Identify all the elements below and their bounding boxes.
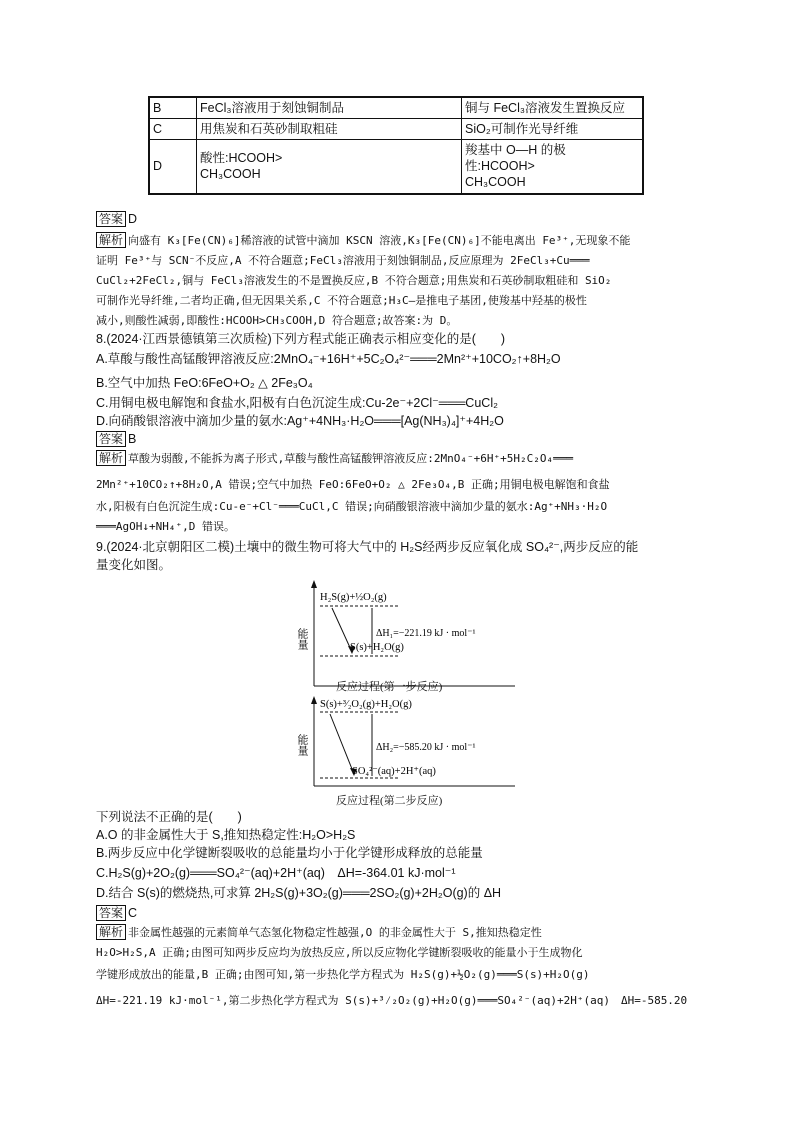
q9-option-c: C.H₂S(g)+2O₂(g)═══SO₄²⁻(aq)+2H⁺(aq) ΔH=-364.01 kJ·mol⁻¹ xyxy=(96,866,456,880)
product-label: S(s)+H₂O(g) xyxy=(350,642,404,653)
q8-analysis-line: 水,阳极有白色沉淀生成:Cu-e⁻+Cl⁻═══CuCl,C 错误;向硝酸银溶液中滴加少量的氨水:Ag⁺+NH₃·H₂O xyxy=(96,500,608,513)
reason-line: 性:HCOOH> xyxy=(465,159,535,174)
y-axis-arrow xyxy=(311,696,317,704)
q8-analysis-line: ═══AgOH↓+NH₄⁺,D 错误。 xyxy=(96,520,235,533)
q9-analysis-line: ΔH=-221.19 kJ·mol⁻¹,第二步热化学方程式为 S(s)+³⁄₂O₂(g)+H₂O(g)═══SO₄²⁻(aq)+2H⁺(aq) ΔH=-585.20 xyxy=(96,994,688,1007)
answer-tag: 答案 xyxy=(96,211,126,227)
comparison-table xyxy=(148,96,644,195)
y-axis-label: 能量 xyxy=(296,628,308,650)
answer-tag: 答案 xyxy=(96,905,126,921)
analysis-text: 非金属性越强的元素简单气态氢化物稳定性越强,O 的非金属性大于 S,推知热稳定性 xyxy=(128,926,542,939)
row-key: C xyxy=(149,119,197,140)
q7-analysis-line: CuCl₂+2FeCl₂,铜与 FeCl₃溶液发生的不是置换反应,B 不符合题意;用焦炭和石英砂制取粗硅和 SiO₂ xyxy=(96,274,612,287)
q9-option-d: D.结合 S(s)的燃烧热,可求算 2H₂S(g)+3O₂(g)═══2SO₂(g)+2H₂O(g)的 ΔH xyxy=(96,886,502,900)
table-row xyxy=(149,119,643,140)
reaction-arrow xyxy=(330,714,354,774)
row-reason xyxy=(462,140,644,194)
reactant-label: S(s)+³⁄₂O₂(g)+H₂O(g) xyxy=(320,699,412,710)
row-key: B xyxy=(149,97,197,119)
statement-line: CH₃COOH xyxy=(200,167,261,182)
q9-analysis-line: 学键形成放出的能量,B 正确;由图可知,第一步热化学方程式为 H₂S(g)+½O₂(g)═══S(s)+H₂O(g) xyxy=(96,968,590,981)
fig2-caption: 反应过程(第二步反应) xyxy=(336,795,443,807)
q9-option-a: A.O 的非金属性大于 S,推知热稳定性:H₂O>H₂S xyxy=(96,828,356,842)
q7-analysis-line xyxy=(96,232,630,250)
q9-option-b: B.两步反应中化学键断裂吸收的总能量均小于化学键形成释放的总能量 xyxy=(96,846,483,860)
analysis-tag: 解析 xyxy=(96,232,126,248)
q8-option-c: C.用铜电极电解饱和食盐水,阳极有白色沉淀生成:Cu-2e⁻+2Cl⁻═══CuCl₂ xyxy=(96,396,498,410)
q9-answer xyxy=(96,904,137,922)
q8-option-a: A.草酸与酸性高锰酸钾溶液反应:2MnO₄⁻+16H⁺+5C₂O₄²⁻═══2Mn²⁺+10CO₂↑+8H₂O xyxy=(96,352,561,366)
analysis-tag: 解析 xyxy=(96,450,126,466)
q7-answer xyxy=(96,210,137,228)
q7-analysis-line: 证明 Fe³⁺与 SCN⁻不反应,A 不符合题意;FeCl₃溶液用于刻蚀铜制品,反应原理为 2FeCl₃+Cu═══ xyxy=(96,254,590,267)
q9-stem-line: 9.(2024·北京朝阳区二模)土壤中的微生物可将大气中的 H₂S经两步反应氧化成 SO₄²⁻,两步反应的能 xyxy=(96,540,639,554)
row-reason: 铜与 FeCl₃溶液发生置换反应 xyxy=(462,97,644,119)
q7-analysis-line: 减小,则酸性减弱,即酸性:HCOOH>CH₃COOH,D 符合题意;故答案:为 D。 xyxy=(96,314,458,327)
reaction-arrow xyxy=(332,608,352,652)
y-axis-label: 能量 xyxy=(296,734,308,756)
q9-stem-line: 量变化如图。 xyxy=(96,558,172,572)
answer-value: C xyxy=(128,906,138,920)
reason-line: CH₃COOH xyxy=(465,175,526,190)
fig1-caption: 反应过程(第一步反应) xyxy=(336,681,443,693)
energy-diagram-step2 xyxy=(290,694,520,794)
row-reason: SiO₂可制作光导纤维 xyxy=(462,119,644,140)
row-key: D xyxy=(149,140,197,194)
q8-answer xyxy=(96,430,136,448)
q9-ask: 下列说法不正确的是( ) xyxy=(96,810,242,824)
product-label: SO₄²⁻(aq)+2H⁺(aq) xyxy=(352,766,436,777)
table-row xyxy=(149,140,643,194)
statement-line: 酸性:HCOOH> xyxy=(200,151,283,166)
q8-option-b: B.空气中加热 FeO:6FeO+O₂ △ 2Fe₃O₄ xyxy=(96,376,313,390)
q7-analysis-line: 可制作光导纤维,二者均正确,但无因果关系,C 不符合题意;H₃C—是推电子基团,使羧基中羟基的极性 xyxy=(96,294,587,307)
analysis-tag: 解析 xyxy=(96,924,126,940)
row-statement xyxy=(197,140,462,194)
reason-line: 羧基中 O—H 的极 xyxy=(465,143,566,158)
q8-analysis-line: 2Mn²⁺+10CO₂↑+8H₂O,A 错误;空气中加热 FeO:6FeO+O₂ △ 2Fe₃O₄,B 正确;用铜电极电解饱和食盐 xyxy=(96,478,610,491)
analysis-text: 草酸为弱酸,不能拆为离子形式,草酸与酸性高锰酸钾溶液反应:2MnO₄⁻+6H⁺+5H₂C₂O₄═══ xyxy=(128,452,573,465)
delta-h-label: ΔH₂=−585.20 kJ · mol⁻¹ xyxy=(376,742,476,753)
reactant-label: H₂S(g)+½O₂(g) xyxy=(320,592,387,603)
q9-analysis-line: H₂O>H₂S,A 正确;由图可知两步反应均为放热反应,所以反应物化学键断裂吸收的能量小于生成物化 xyxy=(96,946,583,959)
table-row xyxy=(149,97,643,119)
row-statement: 用焦炭和石英砂制取粗硅 xyxy=(197,119,462,140)
answer-value: B xyxy=(128,432,137,446)
delta-h-label: ΔH₁=−221.19 kJ · mol⁻¹ xyxy=(376,628,476,639)
row-statement: FeCl₃溶液用于刻蚀铜制品 xyxy=(197,97,462,119)
q8-option-d: D.向硝酸银溶液中滴加少量的氨水:Ag⁺+4NH₃·H₂O═══[Ag(NH₃)₄]⁺+4H₂O xyxy=(96,414,504,428)
y-axis-arrow xyxy=(311,580,317,588)
q8-stem: 8.(2024·江西景德镇第三次质检)下列方程式能正确表示相应变化的是( ) xyxy=(96,332,506,346)
analysis-text: 向盛有 K₃[Fe(CN)₆]稀溶液的试管中滴加 KSCN 溶液,K₃[Fe(CN)₆]不能电离出 Fe³⁺,无现象不能 xyxy=(128,234,631,247)
answer-value: D xyxy=(128,212,138,226)
answer-tag: 答案 xyxy=(96,431,126,447)
q9-analysis-line xyxy=(96,924,542,942)
q8-analysis-line xyxy=(96,450,573,468)
